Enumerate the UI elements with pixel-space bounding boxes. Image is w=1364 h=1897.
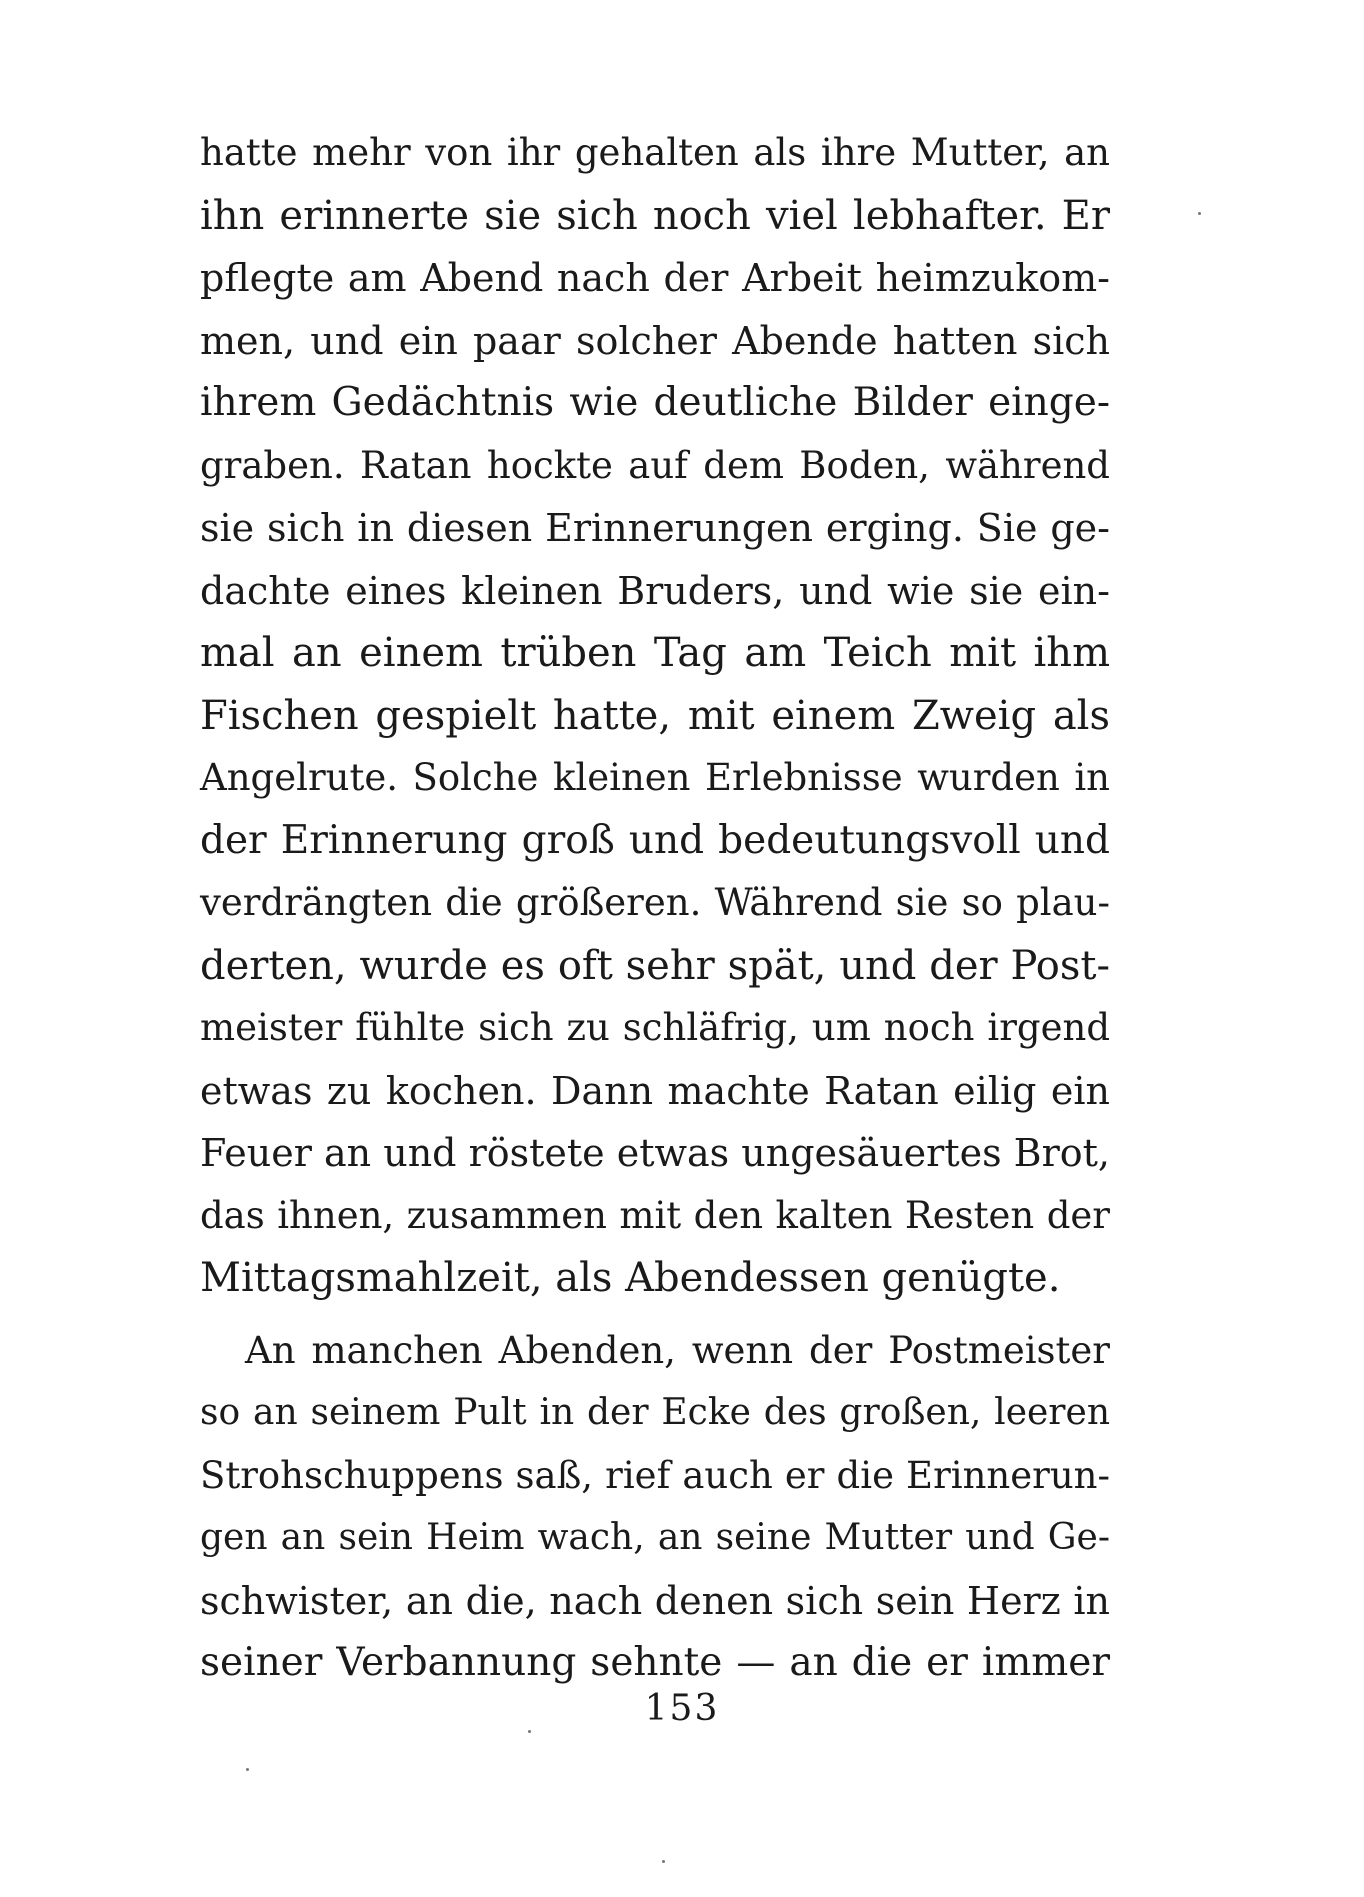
paragraph	[200, 1320, 1110, 1695]
text-line: gen an sein Heim wach, an seine Mutter und Ge-	[200, 1517, 1110, 1558]
scan-speck	[1198, 212, 1201, 215]
text-line: Fischen gespielt hatte, mit einem Zweig als	[200, 692, 1110, 739]
paragraph-gap	[200, 1310, 1110, 1320]
text-line: verdrängten die größeren. Während sie so plau-	[200, 881, 1110, 924]
text-line: schwister, an die, nach denen sich sein Herz in	[200, 1578, 1110, 1623]
text-line: men, und ein paar solcher Abende hatten sich	[200, 318, 1110, 363]
text-line: Strohschuppens saß, rief auch er die Erinnerun-	[200, 1453, 1110, 1497]
paragraph	[200, 122, 1110, 1310]
text-line: seiner Verbannung sehnte — an die er immer	[200, 1640, 1110, 1685]
page-number: 153	[644, 1688, 720, 1729]
scan-speck	[246, 1768, 249, 1771]
text-line: pflegte am Abend nach der Arbeit heimzukom-	[200, 256, 1110, 300]
text-line: An manchen Abenden, wenn der Postmeister	[245, 1328, 1110, 1372]
text-line: ihrem Gedächtnis wie deutliche Bilder einge-	[200, 380, 1110, 425]
text-line: etwas zu kochen. Dann machte Ratan eilig ein	[200, 1068, 1110, 1113]
text-line: meister fühlte sich zu schläfrig, um noch irgend	[200, 1006, 1110, 1049]
text-line: dachte eines kleinen Bruders, und wie sie ein-	[200, 568, 1110, 613]
text-line: Feuer an und röstete etwas ungesäuertes Brot,	[200, 1131, 1110, 1175]
body-text	[200, 122, 1110, 1695]
text-line: ihn erinnerte sie sich noch viel lebhafter. Er	[200, 192, 1110, 239]
scan-speck	[662, 1860, 665, 1863]
text-line: Angelrute. Solche kleinen Erlebnisse wurden in	[200, 756, 1110, 799]
text-line: der Erinnerung groß und bedeutungsvoll und	[200, 817, 1110, 863]
text-line: graben. Ratan hockte auf dem Boden, während	[200, 443, 1110, 487]
text-line: so an seinem Pult in der Ecke des großen, leeren	[200, 1392, 1110, 1433]
text-line: mal an einem trüben Tag am Teich mit ihm	[200, 630, 1110, 676]
scan-speck	[528, 1730, 531, 1733]
text-line: das ihnen, zusammen mit den kalten Resten der	[200, 1193, 1110, 1237]
text-line: hatte mehr von ihr gehalten als ihre Mutter, an	[200, 131, 1110, 174]
text-line: derten, wurde es oft sehr spät, und der Post-	[200, 942, 1110, 989]
text-line: Mittagsmahlzeit, als Abendessen genügte.	[200, 1255, 1061, 1301]
text-line: sie sich in diesen Erinnerungen erging. Sie ge-	[200, 506, 1110, 550]
